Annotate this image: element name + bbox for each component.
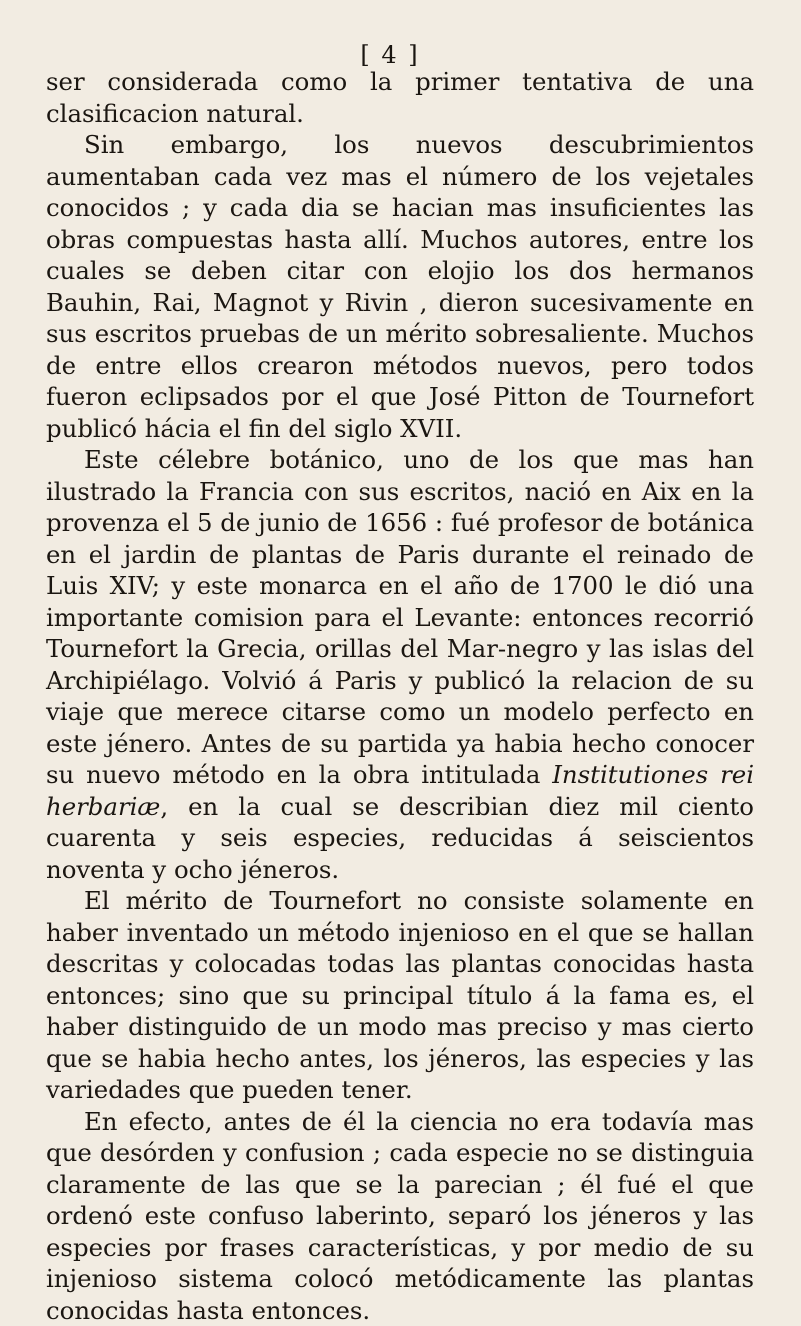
paragraph-text-before-title: Este célebre botánico, uno de los que mas han ilustrado la Francia con sus escritos, nació en Aix en la provenza el 5 de junio de 1656 : fué profesor de botánica en el jardin de plantas de Paris durante el reinado de Luis XIV; y este monarca en el año de 1700 le dió una importante comision para el Levante: entonces recorrió Tournefort la Grecia, orillas del Mar-negro y las islas del Archipiélago. Volvió á Paris y publicó la relacion de su viaje que merece citarse como un modelo perfecto en este jénero. Antes de su partida ya habia hecho conocer su nuevo método en la obra intitulada — [46, 445, 754, 789]
body-text — [46, 66, 754, 1326]
page-number: [ 4 ] — [350, 40, 430, 70]
paragraph-new-discoveries: Sin embargo, los nuevos descubrimientos aumentaban cada vez mas el número de los vejetales conocidos ; y cada dia se hacian mas insuficientes las obras compuestas hasta allí. Muchos autores, entre los cuales se deben citar con elojio los dos hermanos Bauhin, Rai, Magnot y Rivin , dieron sucesivamente en sus escritos pruebas de un mérito sobresaliente. Muchos de entre ellos crearon métodos nuevos, pero todos fueron eclipsados por el que José Pitton de Tournefort publicó hácia el fin del siglo XVII. — [46, 129, 754, 444]
work-title-italic: Institutiones rei herbariæ — [46, 760, 754, 821]
paragraph-science-order: En efecto, antes de él la ciencia no era todavía mas que desórden y confusion ; cada especie no se distinguia claramente de las que se la parecian ; él fué el que ordenó este confuso laberinto, separó los jéneros y las especies por frases características, y por medio de su injenioso sistema colocó metódicamente las plantas conocidas hasta entonces. — [46, 1106, 754, 1326]
paragraph-tournefort-merit: El mérito de Tournefort no consiste solamente en haber inventado un método injenioso en el que se hallan descritas y colocadas todas las plantas conocidas hasta entonces; sino que su principal título á la fama es, el haber distinguido de un modo mas preciso y mas cierto que se habia hecho antes, los jéneros, las especies y las variedades que pueden tener. — [46, 885, 754, 1106]
paragraph-continuation: ser considerada como la primer tentativa de una clasificacion natural. — [46, 66, 754, 129]
paragraph-tournefort-biography — [46, 444, 754, 885]
paragraph-text-after-title: , en la cual se describian diez mil ciento cuarenta y seis especies, reducidas á seiscientos noventa y ocho jéneros. — [46, 792, 754, 884]
